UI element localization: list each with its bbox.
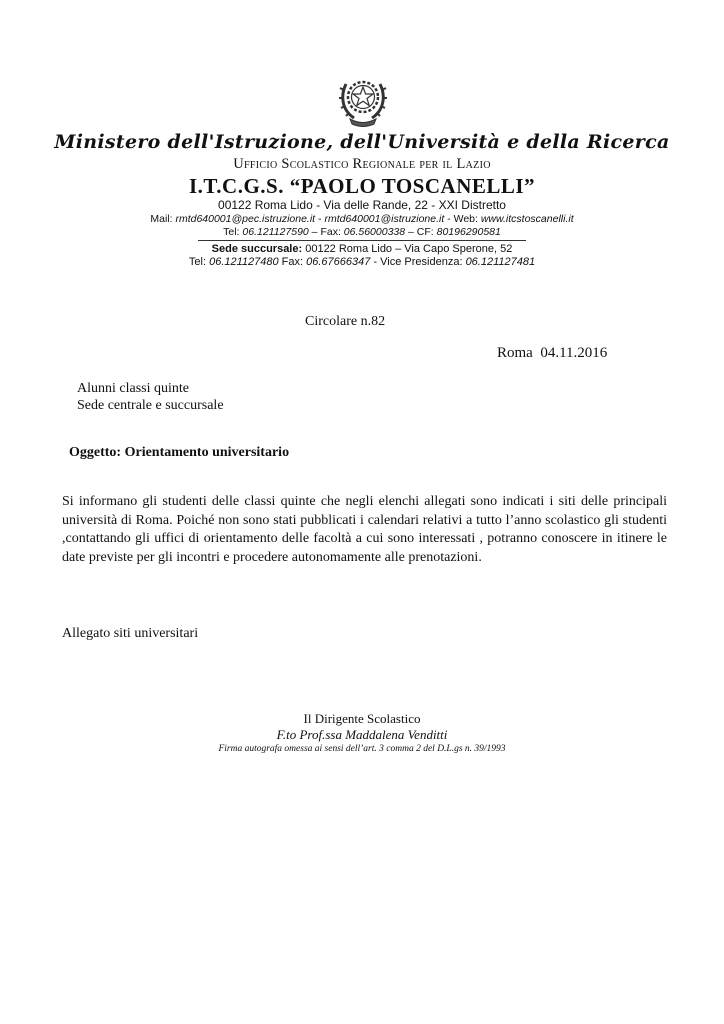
body-paragraph: Si informano gli studenti delle classi quinte che negli elenchi allegati sono indicati i siti delle principali università di Roma. Poiché non sono stati pubblicati i calendari relativi a tutto l’anno scolastico gli studenti ,contattando gli uffici di orientamento delle facoltà a cui sono interessati , potranno conoscere in itinere le date previste per gli incontri e procedere autonomamente alle prenotazioni. xyxy=(62,494,667,565)
branch-label: Sede succursale: xyxy=(211,243,303,255)
school-name: I.T.C.G.S. “PAOLO TOSCANELLI” xyxy=(188,174,536,198)
circular-number: Circolare n.82 xyxy=(305,314,386,329)
main-phones xyxy=(0,226,724,238)
pec-email-link[interactable]: rmtd640001@pec.istruzione.it xyxy=(175,213,316,225)
fax-label: – Fax: xyxy=(308,226,344,238)
branch-tel-number: 06.121127480 xyxy=(209,256,279,268)
branch-address xyxy=(0,243,724,255)
cf-label: – CF: xyxy=(405,226,437,238)
place-date: Roma 04.11.2016 xyxy=(497,345,608,361)
signature-title: Il Dirigente Scolastico xyxy=(303,711,421,726)
signature-legal-note: Firma autografa omessa ai sensi dell’art. 3 comma 2 del D.L.gs n. 39/1993 xyxy=(218,744,506,754)
branch-address-text: 00122 Roma Lido – Via Capo Sperone, 52 xyxy=(302,243,513,255)
recipients xyxy=(77,380,224,414)
branch-tel-label: Tel: xyxy=(188,256,210,268)
branch-fax-label: Fax: xyxy=(278,256,307,268)
website-link[interactable]: www.itcstoscanelli.it xyxy=(480,213,574,225)
italian-republic-emblem-icon xyxy=(338,70,388,130)
branch-phones xyxy=(0,256,724,268)
tel-number: 06.121127590 xyxy=(242,226,309,238)
vice-presidency-label: - Vice Presidenza: xyxy=(370,256,466,268)
regional-office: Ufficio Scolastico Regionale per il Lazio xyxy=(233,156,491,172)
header-divider xyxy=(198,240,526,241)
recipient-line: Sede centrale e succursale xyxy=(77,398,224,413)
tel-label: Tel: xyxy=(223,226,243,238)
mail-label: Mail: xyxy=(150,213,176,225)
separator: - xyxy=(315,213,325,225)
fax-number: 06.56000338 xyxy=(343,226,406,238)
email-link[interactable]: rmtd640001@istruzione.it xyxy=(324,213,445,225)
school-address: 00122 Roma Lido - Via delle Rande, 22 - XXI Distretto xyxy=(218,198,506,212)
web-label: - Web: xyxy=(444,213,481,225)
ministry-name: Ministero dell'Istruzione, dell'Università e della Ricerca xyxy=(54,131,670,153)
recipient-line: Alunni classi quinte xyxy=(77,381,189,396)
contact-emails xyxy=(0,213,724,225)
cf-number: 80196290581 xyxy=(436,226,501,238)
branch-fax-number: 06.67666347 xyxy=(306,256,371,268)
subject-line: Oggetto: Orientamento universitario xyxy=(69,445,290,460)
vice-presidency-number: 06.121127481 xyxy=(465,256,536,268)
signature-name: F.to Prof.ssa Maddalena Venditti xyxy=(276,727,448,742)
attachment-note: Allegato siti universitari xyxy=(62,626,199,641)
